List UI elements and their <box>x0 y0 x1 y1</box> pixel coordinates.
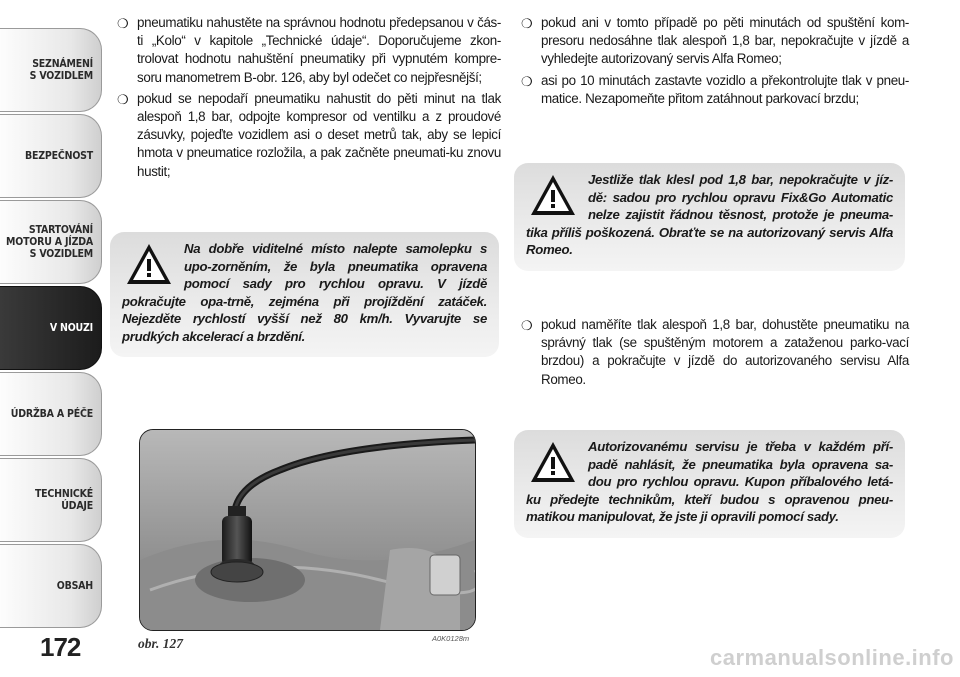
bullet-circle-icon: ❍ <box>521 16 533 31</box>
figure-code: A0K0128m <box>432 634 470 643</box>
compressor-plug-illustration <box>140 430 475 630</box>
tab-bezpecnost[interactable]: BEZPEČNOST <box>0 114 102 198</box>
tab-startovani[interactable]: STARTOVÁNÍ MOTORU A JÍZDA S VOZIDLEM <box>0 200 102 284</box>
warning-text: Jestliže tlak klesl pod 1,8 bar, nepokračujte v jíz-dě: sadou pro rychlou opravu Fix&Go Automatic nelze zajistit řádnou těsnost, protože je pneuma-tika příliš poškozená. Obraťte se na autorizovaný servis Alfa Romeo. <box>526 172 893 258</box>
list-item <box>521 316 909 389</box>
tab-obsah[interactable]: OBSAH <box>0 544 102 628</box>
warning-triangle-icon <box>528 171 578 221</box>
bullet-circle-icon: ❍ <box>117 91 129 107</box>
tab-udrzba[interactable]: ÚDRŽBA A PÉČE <box>0 372 102 456</box>
warning-box-sticker <box>110 232 499 357</box>
list-item <box>521 72 909 108</box>
warning-triangle-icon <box>124 240 174 290</box>
figure-compressor-plug <box>139 429 476 631</box>
bullet-circle-icon: ❍ <box>521 318 533 333</box>
bullet-text: pneumatiku nahustěte na správnou hodnotu předepsanou v čás-ti „Kolo“ v kapitole „Technické údaje“. Doporučujeme zkon-trolovat hodnotu nahuštění pneumatiky při vypnutém kompre-soru manometrem B-obr. 126, aby byl odečet co nejpřesnější; <box>137 15 501 85</box>
bullet-text: pokud se nepodaří pneumatiku nahustit do pěti minut na tlak alespoň 1,8 bar, odpojte kompresor od ventilku a z proudové zásuvky, pojeďte vozidlem asi o deset metrů tak, aby se lepicí hmota v pneumatice rozložila, a pak začněte pneumati-ku znovu hustit; <box>137 90 501 179</box>
tab-seznameni[interactable]: SEZNÁMENÍ S VOZIDLEM <box>0 28 102 112</box>
right-column-mid <box>521 316 909 392</box>
warning-triangle-icon <box>528 438 578 488</box>
warning-text: Na dobře viditelné místo nalepte samolepku s upo-zorněním, že byla pneumatika opravena pomocí sady pro rychlou opravu. V jízdě pokračujte opa-trně, zejména při projíždění zatáček. Nejezděte rychlostí vyšší než 80 km/h. Vyvarujte se prudkých akcelerací a brzdění. <box>122 241 487 344</box>
tab-technicke-udaje[interactable]: TECHNICKÉ ÚDAJE <box>0 458 102 542</box>
bullet-circle-icon: ❍ <box>521 73 533 89</box>
tab-v-nouzi[interactable]: V NOUZI <box>0 286 102 370</box>
figure-caption: obr. 127 <box>138 636 184 651</box>
bullet-text: asi po 10 minutách zastavte vozidlo a překontrolujte tlak v pneu-matice. Nezapomeňte přitom zatáhnout parkovací brzdu; <box>541 72 909 106</box>
left-column <box>117 14 501 184</box>
bullet-text: pokud naměříte tlak alespoň 1,8 bar, dohustěte pneumatiku na správný tlak (se spuštěným motorem a zataženou parko-vací brzdou) a pokračujte v jízdě do autorizovaného servisu Alfa Romeo. <box>541 317 909 387</box>
page-number: 172 <box>40 632 81 662</box>
warning-text: Autorizovanému servisu je třeba v každém pří-padě nahlásit, že pneumatika byla opravena sa-dou pro rychlou opravu. Kupon příbalového letá-ku předejte technikům, kteří budou s opravenou pneu-matikou manipulovat, že jste ji opravili pomocí sady. <box>526 439 893 525</box>
list-item <box>117 14 501 87</box>
bullet-text: pokud ani v tomto případě po pěti minutách od spuštění kom-presoru nedosáhne tlak alespoň 1,8 bar, nepokračujte v jízdě a vyhledejte autorizovaný servis Alfa Romeo; <box>541 15 909 67</box>
list-item <box>117 90 501 181</box>
warning-box-low-pressure <box>514 163 905 271</box>
right-column-top <box>521 14 909 111</box>
warning-box-service <box>514 430 905 538</box>
bullet-circle-icon: ❍ <box>117 16 129 31</box>
watermark: carmanualsonline.info <box>710 645 954 670</box>
list-item <box>521 14 909 69</box>
